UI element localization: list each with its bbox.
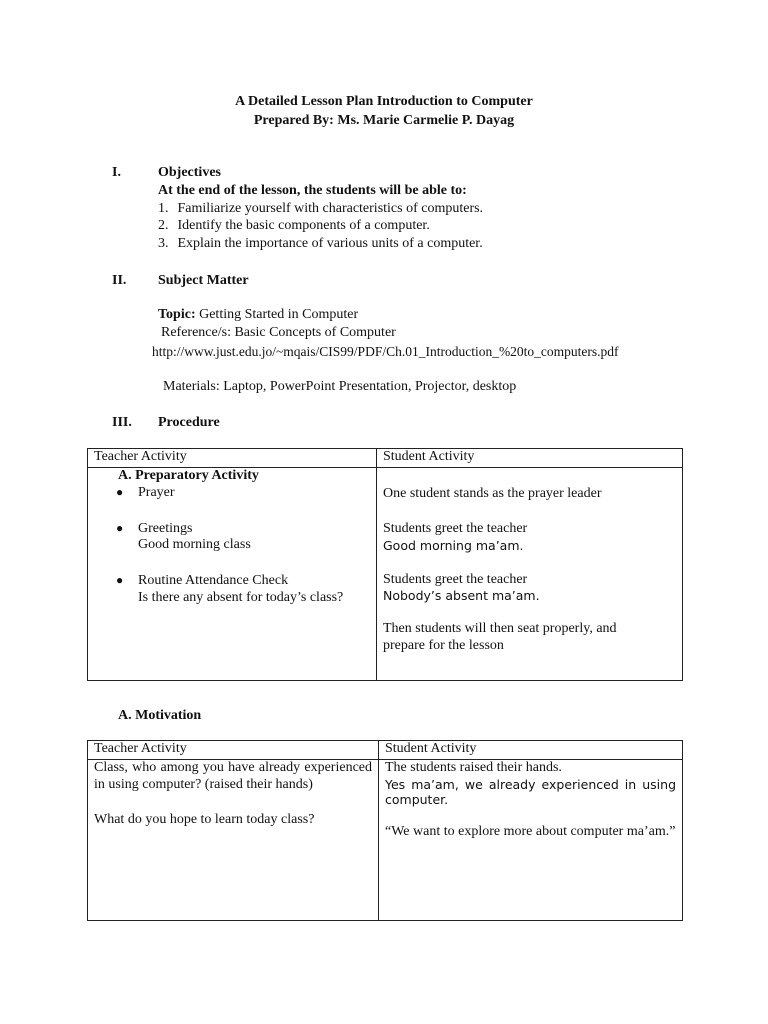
motivation-teacher-cell xyxy=(88,760,379,921)
motivation-table xyxy=(87,740,683,921)
objective-item-2: 2. Identify the basic components of a computer. xyxy=(158,218,430,233)
objective-item-3: 3. Explain the importance of various units of a computer. xyxy=(158,236,483,251)
objectives-title: Objectives xyxy=(158,165,221,180)
motivation-question-1: Class, who among you have already experienced in using computer? (raised their hands) xyxy=(94,760,372,792)
bullet-icon: ● xyxy=(116,484,124,499)
teacher-activity-cell xyxy=(88,468,377,681)
student-activity-header: Student Activity xyxy=(377,449,683,468)
motivation-question-2: What do you hope to learn today class? xyxy=(94,811,315,827)
motivation-teacher-header: Teacher Activity xyxy=(88,741,379,760)
subject-matter-numeral: II. xyxy=(112,273,127,288)
motivation-response-3: “We want to explore more about computer ma’am.” xyxy=(385,823,676,839)
student-response-greet: Students greet the teacher xyxy=(383,520,528,536)
motivation-student-header: Student Activity xyxy=(379,741,683,760)
bullet-icon: ● xyxy=(116,573,124,588)
bullet-greetings: ● Greetings Good morning class xyxy=(116,520,251,553)
prepared-by: Prepared By: Ms. Marie Carmelie P. Dayag xyxy=(253,113,515,128)
bullet-attendance: ● Routine Attendance Check Is there any absent for today’s class? xyxy=(116,573,344,605)
teacher-activity-header: Teacher Activity xyxy=(88,449,377,468)
topic-line: Topic: Getting Started in Computer xyxy=(158,307,359,322)
objective-item-1: 1. Familiarize yourself with characteristics of computers. xyxy=(158,201,484,216)
bullet-prayer: ● Prayer xyxy=(116,484,175,500)
subject-matter-title: Subject Matter xyxy=(158,273,249,288)
procedure-numeral: III. xyxy=(112,415,132,430)
student-activity-cell xyxy=(377,468,683,681)
document-title: A Detailed Lesson Plan Introduction to Computer xyxy=(235,94,533,109)
bullet-icon: ● xyxy=(116,520,124,535)
procedure-title: Procedure xyxy=(158,415,220,430)
preparatory-activity-table xyxy=(87,448,683,681)
reference-url[interactable]: http://www.just.edu.jo/~mqais/CIS99/PDF/Ch.01_Introduction_%20to_computers.pdf xyxy=(152,344,619,359)
materials-line: Materials: Laptop, PowerPoint Presentation, Projector, desktop xyxy=(163,379,517,394)
preparatory-activity-heading: A. Preparatory Activity xyxy=(118,468,259,483)
student-response-attendance-reply: Nobody’s absent ma’am. xyxy=(383,588,540,604)
motivation-heading: A. Motivation xyxy=(118,708,202,723)
objectives-intro: At the end of the lesson, the students will be able to: xyxy=(158,183,467,198)
student-response-attendance: Students greet the teacher xyxy=(383,571,528,587)
student-response-greet-reply: Good morning ma’am. xyxy=(383,537,524,553)
motivation-response-1: The students raised their hands. xyxy=(385,760,562,775)
student-response-seat-2: prepare for the lesson xyxy=(383,638,504,654)
objectives-numeral: I. xyxy=(112,165,121,180)
student-response-seat: Then students will then seat properly, and xyxy=(383,621,617,637)
student-response-prayer: One student stands as the prayer leader xyxy=(383,486,602,501)
motivation-student-cell xyxy=(379,760,683,921)
reference-line: Reference/s: Basic Concepts of Computer xyxy=(161,325,396,340)
motivation-response-2: Yes ma’am, we already experienced in using computer. xyxy=(385,776,676,807)
